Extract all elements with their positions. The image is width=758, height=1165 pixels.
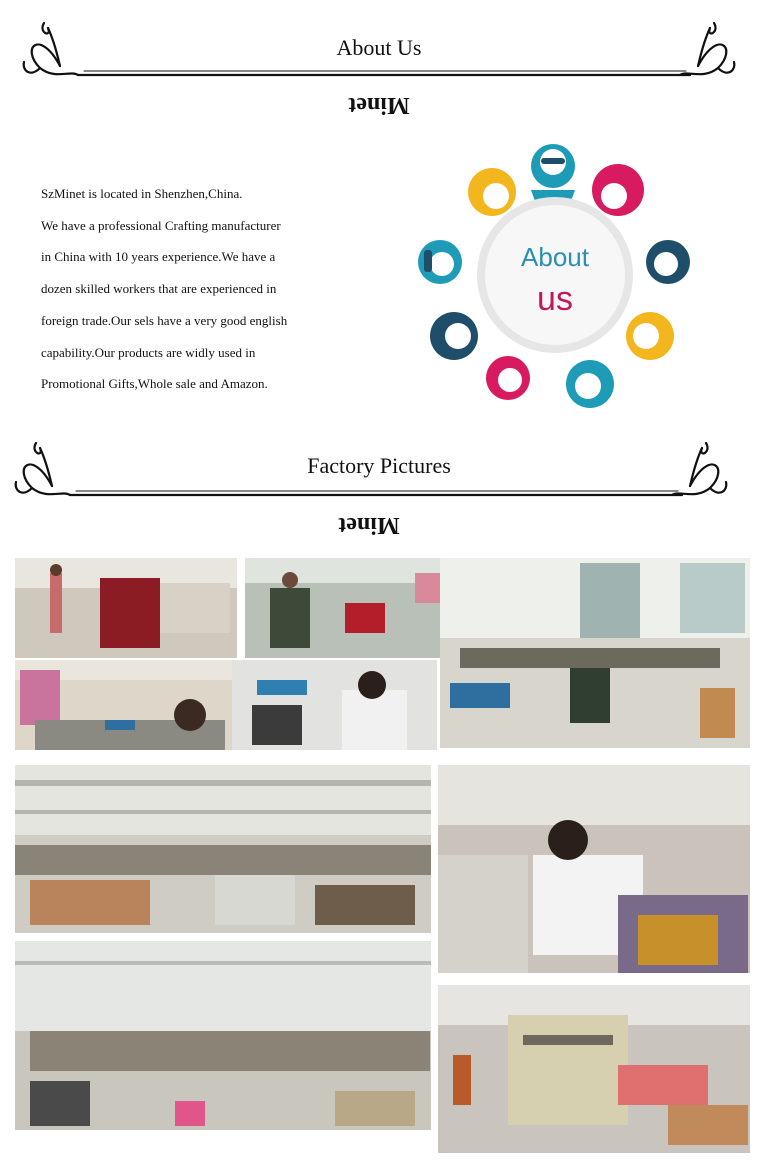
about-line: We have a professional Crafting manufacturer bbox=[41, 217, 281, 233]
about-line: dozen skilled workers that are experienced in bbox=[41, 281, 277, 297]
badge-us-text: us bbox=[537, 280, 573, 318]
about-us-title: About Us bbox=[336, 35, 422, 60]
person-avatar-icon bbox=[592, 164, 644, 216]
factory-photo-worker-machine bbox=[245, 558, 465, 658]
person-avatar-icon bbox=[430, 312, 478, 360]
about-description bbox=[41, 178, 311, 400]
about-brand-mark: Minet bbox=[348, 92, 410, 118]
person-avatar-icon bbox=[486, 356, 530, 400]
about-us-header bbox=[0, 18, 758, 118]
factory-pictures-title: Factory Pictures bbox=[307, 453, 451, 478]
about-line: foreign trade.Our sels have a very good english bbox=[41, 312, 288, 328]
factory-photo-sewing-line bbox=[438, 765, 750, 973]
factory-pictures-header bbox=[0, 438, 758, 538]
person-avatar-icon bbox=[626, 312, 674, 360]
person-avatar-icon bbox=[646, 240, 690, 284]
factory-photo-workers-table bbox=[15, 660, 237, 750]
about-line: capability.Our products are widly used in bbox=[41, 344, 256, 360]
factory-photo-cutting-machine bbox=[15, 558, 237, 658]
factory-photo-workshop-hall bbox=[440, 558, 750, 748]
person-avatar-icon bbox=[468, 168, 516, 216]
factory-brand-mark: Minet bbox=[338, 512, 400, 538]
person-avatar-icon bbox=[566, 360, 614, 408]
badge-about-text: About bbox=[521, 242, 589, 272]
factory-photo-sewing-worker bbox=[232, 660, 437, 750]
factory-photo-sewing-machine-closeup bbox=[438, 985, 750, 1153]
about-us-graphic bbox=[410, 140, 700, 412]
factory-photo-production-floor bbox=[15, 941, 431, 1130]
person-avatar-icon bbox=[418, 240, 462, 284]
about-line: SzMinet is located in Shenzhen,China. bbox=[41, 186, 243, 201]
person-avatar-icon bbox=[531, 144, 575, 204]
about-line: Promotional Gifts,Whole sale and Amazon. bbox=[41, 376, 268, 392]
factory-photo-large-workshop bbox=[15, 765, 431, 933]
about-line: in China with 10 years experience.We have a bbox=[41, 249, 276, 265]
